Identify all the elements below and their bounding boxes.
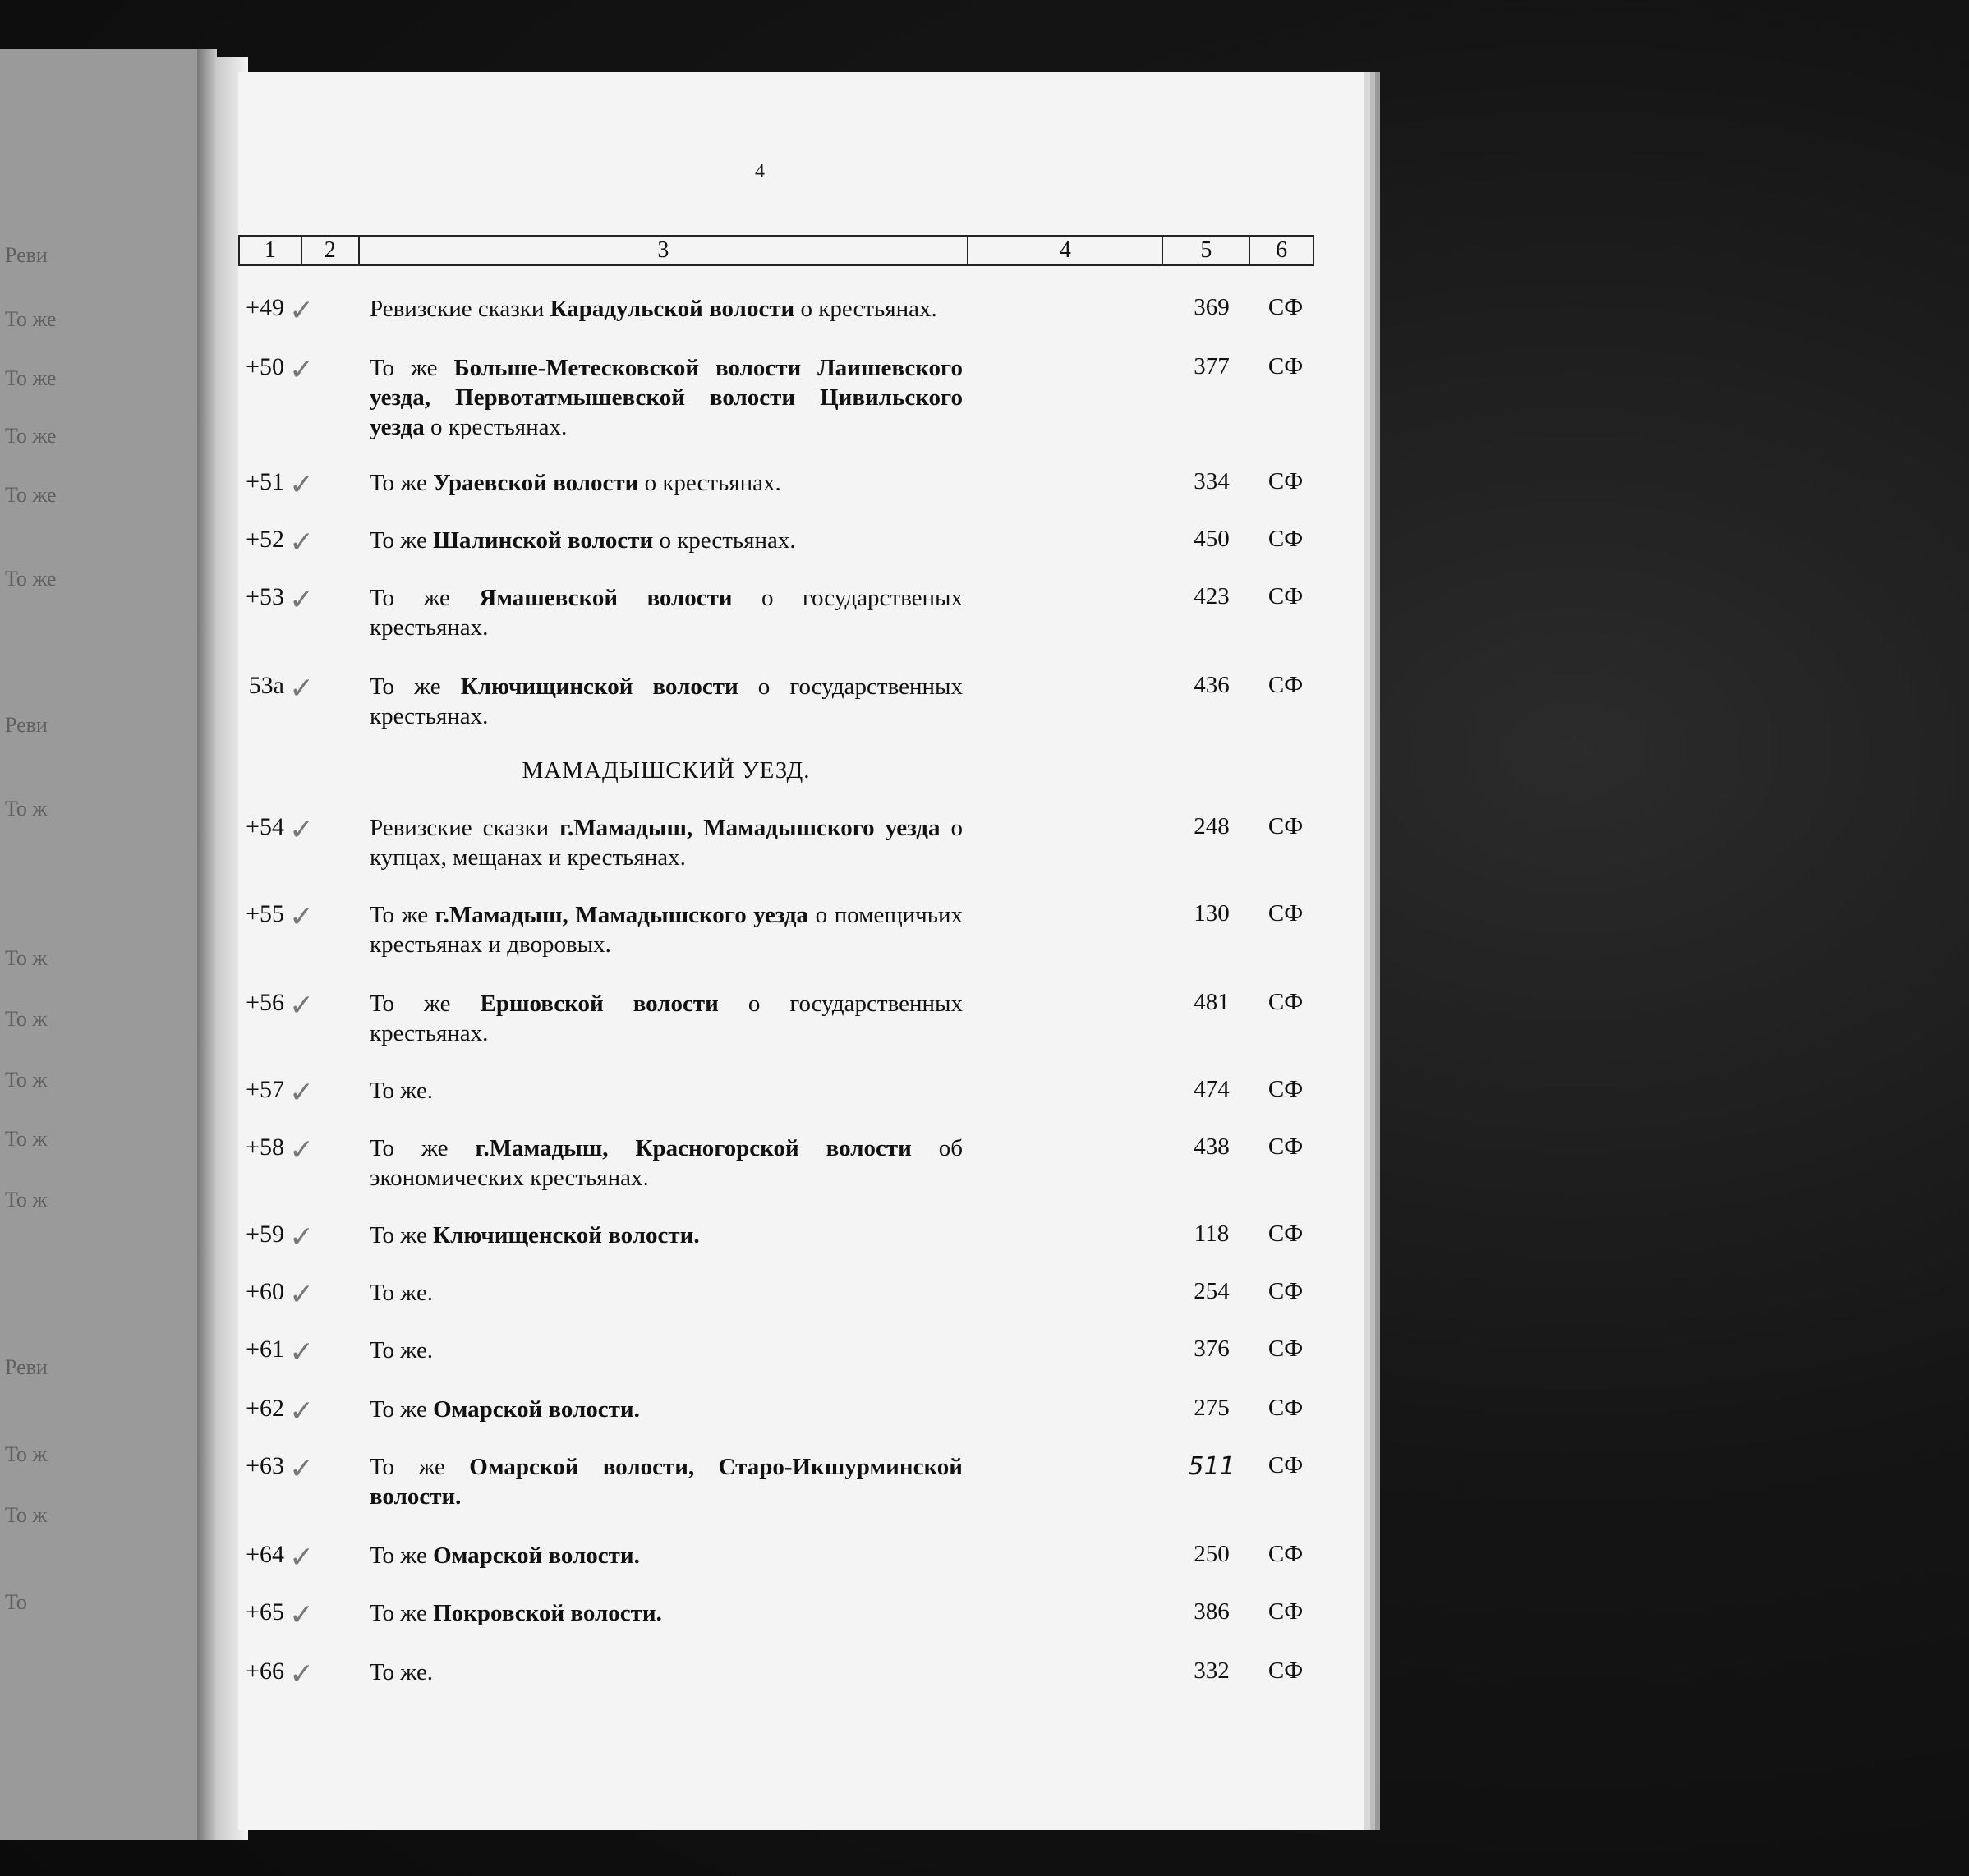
entry-description bbox=[370, 1221, 963, 1250]
header-col-5: 5 bbox=[1162, 236, 1249, 265]
entry-count: 250 bbox=[1194, 1541, 1230, 1567]
entry-description-text: То же. bbox=[370, 1337, 434, 1363]
entry-description-text: То же. bbox=[370, 1280, 434, 1306]
entry-description-text: об экономических крестьянах. bbox=[370, 1135, 964, 1191]
left-page-fragment: То ж bbox=[5, 1007, 48, 1031]
checkmark-icon: ✓ bbox=[289, 294, 315, 327]
entry-description bbox=[370, 1598, 963, 1628]
entry-description bbox=[370, 1133, 963, 1193]
left-page-fragment: То же bbox=[5, 567, 57, 591]
checkmark-icon: ✓ bbox=[289, 813, 315, 846]
entry-number: +54 bbox=[246, 813, 284, 840]
entry-description-text: Ревизские сказки bbox=[370, 296, 550, 322]
entry-description-bold: Карадульской волости bbox=[550, 296, 795, 322]
entry-description-bold: Ключищинской волости bbox=[460, 674, 738, 700]
entry-count: 438 bbox=[1194, 1133, 1230, 1160]
entry-count: 450 bbox=[1194, 526, 1230, 552]
header-col-1: 1 bbox=[239, 236, 301, 265]
entry-description-text: То же bbox=[370, 1135, 476, 1161]
entry-description-text: о государственных крестьянах. bbox=[370, 991, 963, 1046]
entry-number: +53 bbox=[246, 583, 284, 610]
left-page-fragment: То ж bbox=[5, 1442, 48, 1466]
entry-description-text: То же bbox=[370, 1396, 434, 1423]
header-col-6: 6 bbox=[1249, 236, 1313, 265]
entry-description bbox=[370, 1452, 963, 1511]
entry-description-bold: Ершовской волости bbox=[480, 991, 719, 1017]
entry-description bbox=[370, 1658, 963, 1687]
entry-description-text: о крестьянах. bbox=[424, 414, 568, 440]
entry-description-bold: Шалинской волости bbox=[433, 527, 654, 554]
entry-number: +61 bbox=[246, 1336, 284, 1363]
left-page-fragment: То же bbox=[5, 424, 57, 448]
entry-fund: СФ bbox=[1267, 1452, 1304, 1478]
entry-description bbox=[370, 294, 963, 324]
checkmark-icon: ✓ bbox=[289, 353, 315, 386]
entry-count: 511 bbox=[1188, 1452, 1235, 1481]
entry-count: 248 bbox=[1194, 813, 1230, 839]
entry-description-bold: Больше-Метесковской волости Лаишевского уезда, Первотатмышевской волости Цивильского уезда bbox=[370, 355, 963, 440]
entry-count: 254 bbox=[1194, 1278, 1230, 1304]
entry-count: 332 bbox=[1194, 1658, 1230, 1684]
entry-fund: СФ bbox=[1267, 583, 1304, 609]
entry-fund: СФ bbox=[1267, 1598, 1304, 1625]
entry-number: +52 bbox=[246, 526, 284, 553]
entry-count: 376 bbox=[1194, 1336, 1230, 1362]
checkmark-icon: ✓ bbox=[289, 1221, 315, 1253]
entry-description-text: То же. bbox=[370, 1659, 434, 1685]
entry-description-text: о крестьянах. bbox=[794, 296, 937, 322]
checkmark-icon: ✓ bbox=[289, 468, 315, 501]
checkmark-icon: ✓ bbox=[289, 1598, 315, 1631]
entry-description-text: То же bbox=[370, 585, 480, 611]
left-page-fragment: Реви bbox=[5, 1355, 48, 1379]
entry-number: +55 bbox=[246, 900, 284, 927]
entry-fund: СФ bbox=[1267, 1336, 1304, 1362]
entry-number: +50 bbox=[246, 353, 284, 380]
header-col-4: 4 bbox=[968, 236, 1162, 265]
entry-description-text: о крестьянах. bbox=[653, 527, 796, 554]
entry-number: +59 bbox=[246, 1221, 284, 1248]
left-page-edge bbox=[197, 49, 217, 1840]
checkmark-icon: ✓ bbox=[289, 989, 315, 1022]
entry-description bbox=[370, 1278, 963, 1308]
entry-description bbox=[370, 1395, 963, 1424]
entry-description bbox=[370, 353, 963, 442]
entry-description-bold: Омарской волости. bbox=[433, 1543, 640, 1569]
entry-description-text: То же bbox=[370, 1454, 470, 1480]
left-page-fragment: То ж bbox=[5, 1068, 48, 1092]
entry-fund: СФ bbox=[1267, 294, 1304, 320]
entry-fund: СФ bbox=[1267, 1658, 1304, 1684]
checkmark-icon: ✓ bbox=[289, 672, 315, 705]
entry-description-text: о помещичьих крестьянах и дворовых. bbox=[370, 902, 964, 958]
checkmark-icon: ✓ bbox=[289, 1133, 315, 1166]
left-page-fragment: То ж bbox=[5, 946, 48, 970]
entry-number: +49 bbox=[246, 294, 284, 321]
entry-count: 436 bbox=[1194, 672, 1230, 698]
entry-count: 334 bbox=[1194, 468, 1230, 494]
entry-description bbox=[370, 526, 963, 555]
entry-description-text: То же bbox=[370, 674, 461, 700]
entry-description-bold: Омарской волости. bbox=[433, 1396, 640, 1423]
left-page-fragment: То ж bbox=[5, 797, 48, 821]
entry-fund: СФ bbox=[1267, 353, 1304, 379]
entry-number: +60 bbox=[246, 1278, 284, 1305]
entry-description-text: То же bbox=[370, 902, 435, 928]
entry-description-bold: Омарской волости, Старо-Икшурминской волости. bbox=[370, 1454, 963, 1510]
entry-fund: СФ bbox=[1267, 672, 1304, 698]
entry-description bbox=[370, 989, 963, 1048]
left-page-fragment: То ж bbox=[5, 1503, 48, 1527]
entry-fund: СФ bbox=[1267, 989, 1304, 1015]
entry-description-text: То же bbox=[370, 1543, 434, 1569]
entry-description-text: о крестьянах. bbox=[638, 470, 781, 496]
left-page-fragment: То же bbox=[5, 366, 57, 390]
entry-description-text: о государственных крестьянах. bbox=[370, 674, 963, 729]
entry-count: 275 bbox=[1194, 1395, 1230, 1421]
entry-number: +66 bbox=[246, 1658, 284, 1685]
column-header-table bbox=[238, 235, 1314, 266]
checkmark-icon: ✓ bbox=[289, 583, 315, 616]
header-col-2: 2 bbox=[301, 236, 359, 265]
left-page-fragment: То bbox=[5, 1590, 27, 1614]
entry-count: 423 bbox=[1194, 583, 1230, 609]
entry-fund: СФ bbox=[1267, 526, 1304, 552]
left-page-fragment: Реви bbox=[5, 713, 48, 737]
entry-number: +58 bbox=[246, 1133, 284, 1161]
entry-description-bold: г.Мамадыш, Мамадышского уезда bbox=[559, 815, 941, 841]
entry-fund: СФ bbox=[1267, 813, 1304, 839]
entry-description-bold: Ямашевской волости bbox=[479, 585, 733, 611]
entry-number: 53а bbox=[248, 672, 284, 699]
entry-count: 386 bbox=[1194, 1598, 1230, 1625]
entry-description-text: о купцах, мещанах и крестьянах. bbox=[370, 815, 964, 871]
entry-number: +64 bbox=[246, 1541, 284, 1568]
page-number: 4 bbox=[755, 161, 765, 182]
entry-fund: СФ bbox=[1267, 1395, 1304, 1421]
entry-description bbox=[370, 1336, 963, 1365]
entry-number: +51 bbox=[246, 468, 284, 495]
entry-fund: СФ bbox=[1267, 1133, 1304, 1160]
entry-description-bold: г.Мамадыш, Красногорской волости bbox=[475, 1135, 912, 1161]
left-page-fragment: Реви bbox=[5, 243, 48, 267]
entry-description-text: То же bbox=[370, 1600, 434, 1626]
entry-fund: СФ bbox=[1267, 468, 1304, 494]
entry-fund: СФ bbox=[1267, 1076, 1304, 1102]
entry-description-text: То же. bbox=[370, 1078, 434, 1104]
entry-fund: СФ bbox=[1267, 900, 1304, 927]
header-col-3: 3 bbox=[359, 236, 968, 265]
entry-count: 481 bbox=[1194, 989, 1230, 1015]
entry-count: 377 bbox=[1194, 353, 1230, 379]
entry-number: +56 bbox=[246, 989, 284, 1016]
entry-description-text: То же bbox=[370, 355, 454, 381]
entry-description bbox=[370, 672, 963, 731]
entry-description bbox=[370, 468, 963, 498]
entry-fund: СФ bbox=[1267, 1278, 1304, 1304]
checkmark-icon: ✓ bbox=[289, 1336, 315, 1368]
left-page-fragment: То же bbox=[5, 307, 57, 331]
entry-description-text: о государственых крестьянах. bbox=[370, 585, 964, 641]
checkmark-icon: ✓ bbox=[289, 900, 315, 933]
checkmark-icon: ✓ bbox=[289, 1541, 315, 1574]
left-page-fragment: То ж bbox=[5, 1188, 48, 1212]
checkmark-icon: ✓ bbox=[289, 1278, 315, 1311]
checkmark-icon: ✓ bbox=[289, 1076, 315, 1109]
entry-description-text: То же bbox=[370, 527, 434, 554]
entry-count: 130 bbox=[1194, 900, 1230, 927]
entry-number: +65 bbox=[246, 1598, 284, 1625]
entry-description-text: То же bbox=[370, 1222, 434, 1248]
entry-description-bold: Ураевской волости bbox=[433, 470, 639, 496]
entry-description-text: Ревизские сказки bbox=[370, 815, 560, 841]
entry-description bbox=[370, 583, 963, 642]
entry-description-bold: г.Мамадыш, Мамадышского уезда bbox=[435, 902, 809, 928]
left-page-fragment: То ж bbox=[5, 1127, 48, 1151]
entry-description-text: То же bbox=[370, 470, 434, 496]
entry-description bbox=[370, 1541, 963, 1570]
section-title: МАМАДЫШСКИЙ УЕЗД. bbox=[522, 757, 811, 784]
entry-number: +57 bbox=[246, 1076, 284, 1103]
checkmark-icon: ✓ bbox=[289, 1452, 315, 1485]
entry-description-text: То же bbox=[370, 991, 481, 1017]
entry-description bbox=[370, 900, 963, 959]
checkmark-icon: ✓ bbox=[289, 526, 315, 559]
entry-description bbox=[370, 1076, 963, 1106]
entry-description-bold: Ключищенской волости. bbox=[433, 1222, 700, 1248]
checkmark-icon: ✓ bbox=[289, 1395, 315, 1428]
entry-fund: СФ bbox=[1267, 1541, 1304, 1567]
entry-count: 369 bbox=[1194, 294, 1230, 320]
left-page-fragment: То же bbox=[5, 483, 57, 507]
checkmark-icon: ✓ bbox=[289, 1658, 315, 1690]
entry-number: +63 bbox=[246, 1452, 284, 1479]
entry-count: 118 bbox=[1194, 1221, 1230, 1247]
entry-number: +62 bbox=[246, 1395, 284, 1422]
entry-description bbox=[370, 813, 963, 872]
entry-fund: СФ bbox=[1267, 1221, 1304, 1247]
entry-count: 474 bbox=[1194, 1076, 1230, 1102]
entry-description-bold: Покровской волости. bbox=[433, 1600, 662, 1626]
